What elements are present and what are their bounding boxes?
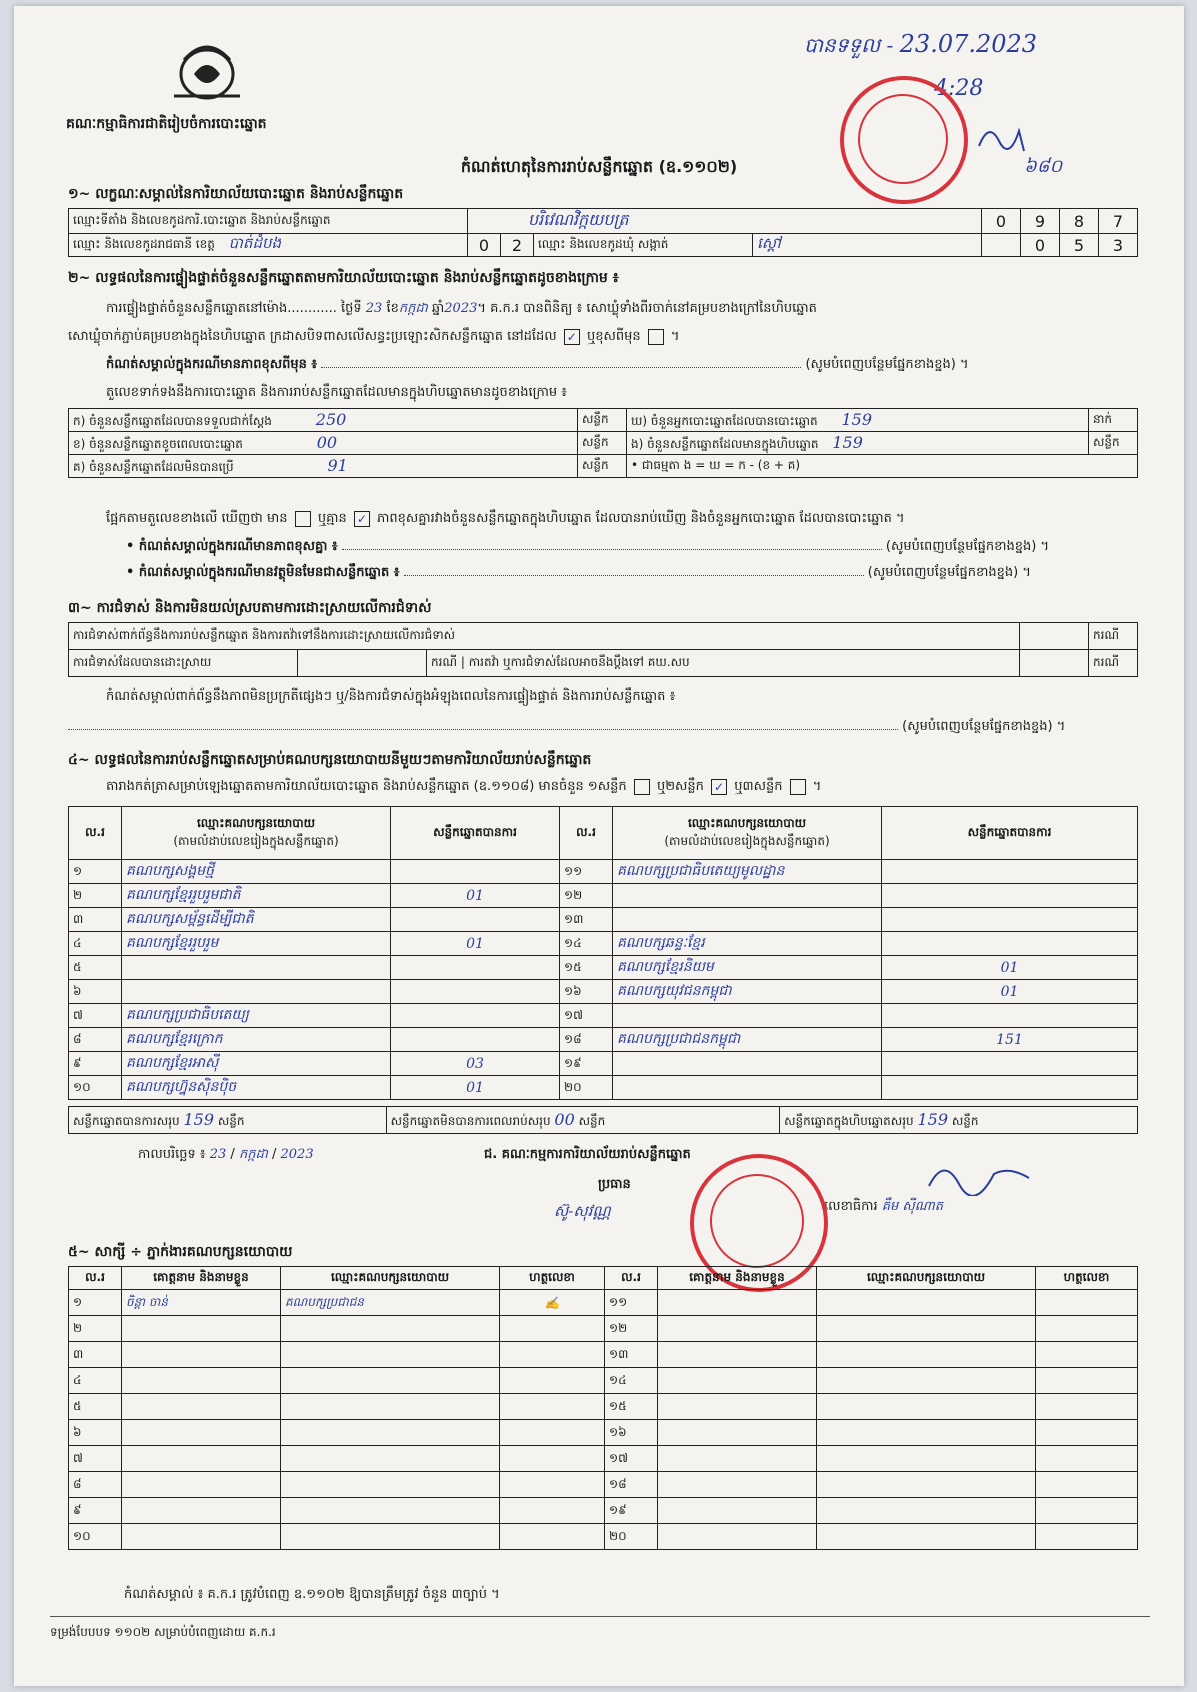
s5-left-no: ៤ [69, 1368, 122, 1394]
s1-row1-label: ឈ្មោះទីតាំង និងលេខកូដការិ.បោះឆ្នោត និងរាប់សន្លឹកឆ្នោត [69, 209, 468, 234]
s4-left-no: ៤ [69, 932, 122, 956]
s5-right-name [658, 1446, 817, 1472]
s5-col-party-left: ឈ្មោះគណបក្សនយោបាយ [281, 1267, 500, 1290]
s5-witness-table [68, 1266, 1138, 1550]
s5-right-no: ១៦ [605, 1420, 658, 1446]
s5-left-sign [500, 1420, 605, 1446]
s4-left-no: ៥ [69, 956, 122, 980]
section4-heading: ៤~ លទ្ធផលនៃការរាប់សន្លឹកឆ្នោតសម្រាប់គណបក្សនយោបាយនីមួយៗតាមការិយាល័យរាប់សន្លឹកឆ្នោត [68, 752, 592, 768]
footer-rule [50, 1616, 1150, 1617]
s5-right-no: ១៨ [605, 1472, 658, 1498]
emblem-logo [164, 34, 250, 104]
s4-left-no: ៣ [69, 908, 122, 932]
s5-left-party [281, 1420, 500, 1446]
s5-left-sign [500, 1446, 605, 1472]
s5-right-sign [1036, 1498, 1138, 1524]
s3-r1-label: ការជំទាស់ពាក់ព័ន្ធនឹងការរាប់សន្លឹកឆ្នោត និងការតវ៉ាទៅនឹងការដោះស្រាយលើការជំទាស់ [69, 623, 1020, 650]
s5-left-no: ៩ [69, 1498, 122, 1524]
s5-left-no: ៣ [69, 1342, 122, 1368]
s4-result-row [69, 860, 1138, 884]
s5-left-name [122, 1342, 281, 1368]
s4-right-votes: 151 [882, 1028, 1138, 1052]
s4-left-party: គណបក្សសម្ព័ន្ធដើម្បីជាតិ [122, 908, 391, 932]
s4-right-party [613, 908, 882, 932]
s4-col-no-left: ល.រ [69, 807, 122, 860]
s2-d-label: ឃ) ចំនួនអ្នកបោះឆ្នោតដែលបានបោះឆ្នោត 159 [627, 409, 1089, 432]
s4-left-votes [391, 980, 560, 1004]
s4-right-no: ១៧ [560, 1004, 613, 1028]
s4-right-no: ២០ [560, 1076, 613, 1100]
s1-commune: ស្ដៅ [753, 234, 982, 257]
s1-commune-code-3: 3 [1099, 234, 1138, 257]
s2-note: កំណត់សម្គាល់ក្នុងករណីមានភាពខុសពីមុន ៖ (សូមបំពេញបន្ថែមផ្នែកខាងខ្នង) ។ [106, 357, 969, 372]
s4-left-votes [391, 860, 560, 884]
s4-left-votes [391, 1004, 560, 1028]
s4-right-no: ១៦ [560, 980, 613, 1004]
s5-left-no: ៨ [69, 1472, 122, 1498]
s4-left-votes: 03 [391, 1052, 560, 1076]
s1-commune-label: ឈ្មោះ និងលេខកូដឃុំ សង្កាត់ [534, 234, 753, 257]
s5-left-sign [500, 1316, 605, 1342]
s2-c-unit: សន្លឹក [578, 455, 627, 478]
s4-left-votes: 01 [391, 932, 560, 956]
s5-right-no: ១២ [605, 1316, 658, 1342]
s1-commune-code-2: 5 [1060, 234, 1099, 257]
s4-col-party-right: ឈ្មោះគណបក្សនយោបាយ (តាមលំដាប់លេខរៀងក្នុងសន្លឹកឆ្នោត) [613, 807, 882, 860]
s5-right-party [817, 1498, 1036, 1524]
s4-result-row [69, 908, 1138, 932]
s5-left-party: គណបក្សប្រជាជន [281, 1290, 500, 1316]
s5-right-party [817, 1420, 1036, 1446]
s5-left-party [281, 1446, 500, 1472]
s5-witness-row [69, 1342, 1138, 1368]
s5-left-name [122, 1368, 281, 1394]
s1-code-2: 9 [1021, 209, 1060, 234]
s5-left-party [281, 1524, 500, 1550]
s1-row2-label: ឈ្មោះ និងលេខកូដរាជធានី ខេត្ត បាត់ដំបង [69, 234, 468, 257]
s3-note: កំណត់សម្គាល់ពាក់ព័ន្ធនឹងភាពមិនប្រក្រតីផ្សេងៗ ឬ/និងការជំទាស់ក្នុងអំឡុងពេលនៃការផ្ទៀងផ្ទាត់ និងការរាប់សន្លឹកឆ្នោត ៖ [106, 689, 676, 704]
s5-right-sign [1036, 1290, 1138, 1316]
s1-prov-code-1: 0 [468, 234, 501, 257]
s2-bullet1: • កំណត់សម្គាល់ក្នុងករណីមានភាពខុសគ្នា ៖ (សូមបំពេញបន្ថែមផ្នែកខាងខ្នង) ។ [126, 539, 1050, 554]
s4-left-party [122, 980, 391, 1004]
s4-col-no-right: ល.រ [560, 807, 613, 860]
section2-heading: ២~ លទ្ធផលនៃការផ្ទៀងផ្ទាត់ចំនួនសន្លឹកឆ្នោតតាមការិយាល័យបោះឆ្នោត និងរាប់សន្លឹកឆ្នោតដូចខាងក្រោម ៖ [68, 270, 619, 286]
s2-a-unit: សន្លឹក [578, 409, 627, 432]
s4-right-votes [882, 860, 1138, 884]
s5-witness-row [69, 1368, 1138, 1394]
s4-two-sheet-checkbox[interactable]: ✓ [711, 779, 727, 795]
s5-witness-row [69, 1420, 1138, 1446]
s5-right-name [658, 1394, 817, 1420]
s5-right-party [817, 1368, 1036, 1394]
s3-note-line: (សូមបំពេញបន្ថែមផ្នែកខាងខ្នង) ។ [68, 718, 1138, 737]
s5-right-name [658, 1290, 817, 1316]
s5-left-no: ១ [69, 1290, 122, 1316]
s4-right-party [613, 1004, 882, 1028]
s4-right-votes [882, 1004, 1138, 1028]
s3-r2b-unit: ករណី [1089, 650, 1138, 677]
s5-right-sign [1036, 1472, 1138, 1498]
s5-right-no: ២០ [605, 1524, 658, 1550]
s5-witness-row [69, 1524, 1138, 1550]
s2-has-diff-checkbox[interactable] [295, 511, 311, 527]
s5-left-name: ចិន្ដា ចាន់ [122, 1290, 281, 1316]
s4-right-party: គណបក្សយុវជនកម្ពុជា [613, 980, 882, 1004]
s4-result-row [69, 932, 1138, 956]
s4-left-no: ៩ [69, 1052, 122, 1076]
section3-heading: ៣~ ការជំទាស់ និងការមិនយល់ស្របតាមការដោះស្រាយលើការជំទាស់ [68, 600, 432, 616]
s4-right-votes: 01 [882, 956, 1138, 980]
s1-row1-value: បរិវេណវិក្កយបត្រ [468, 209, 982, 234]
official-stamp-top [840, 76, 968, 204]
s3-table [68, 622, 1138, 677]
s2-b-value: 00 [316, 432, 338, 452]
s3-r1-value [1020, 623, 1089, 650]
s4-right-votes [882, 908, 1138, 932]
s2-e-value: 159 [832, 432, 863, 452]
s3-r2a-value [298, 650, 427, 677]
s4-right-no: ១១ [560, 860, 613, 884]
s1-code-4: 7 [1099, 209, 1138, 234]
s2-e-label: ង) ចំនួនសន្លឹកឆ្នោតដែលមានក្នុងហិបឆ្នោត 159 [627, 432, 1089, 455]
s5-witness-row [69, 1446, 1138, 1472]
s1-code-1: 0 [982, 209, 1021, 234]
s5-witness-row [69, 1316, 1138, 1342]
section5-heading: ៥~ សាក្សី ÷ ភ្នាក់ងារគណបក្សនយោបាយ [68, 1244, 293, 1260]
s5-left-party [281, 1472, 500, 1498]
s4-totals [68, 1106, 1138, 1134]
document-page [14, 6, 1184, 1686]
s4-right-party [613, 1076, 882, 1100]
s5-left-sign [500, 1394, 605, 1420]
s5-right-sign [1036, 1342, 1138, 1368]
s4-left-party: គណបក្សខ្មែរក្រោក [122, 1028, 391, 1052]
s4-right-votes [882, 884, 1138, 908]
s4-results-table [68, 806, 1138, 1100]
s4-three-sheet-checkbox[interactable] [790, 779, 806, 795]
s4-chair-signature: ស៊ូ-សុវណ្ណ [554, 1202, 611, 1220]
s5-right-party [817, 1316, 1036, 1342]
s5-right-party [817, 1524, 1036, 1550]
s5-left-party [281, 1498, 500, 1524]
s4-right-no: ១៩ [560, 1052, 613, 1076]
s4-col-votes-left: សន្លឹកឆ្នោតបានការ [391, 807, 560, 860]
s2-e-unit: សន្លឹក [1089, 432, 1138, 455]
s2-paragraph2: សោឃ្លុំចាក់ភ្ជាប់គម្របខាងក្នុងនៃហិបឆ្នោត ក្រដាសបិទពាសលើសន្ធះប្រឡោះសិកសន្លឹកឆ្នោត នៅដដែល ✓ ឬខុសពីមុន ។ [68, 329, 680, 344]
s4-left-party: គណបក្សប្រជាធិបតេយ្យ [122, 1004, 391, 1028]
s4-chair-label: ប្រធាន [598, 1177, 631, 1192]
s5-left-no: ២ [69, 1316, 122, 1342]
s4-date: កាលបរិច្ឆេទ ៖ 23 / កក្កដា / 2023 [138, 1147, 314, 1162]
s5-col-party-right: ឈ្មោះគណបក្សនយោបាយ [817, 1267, 1036, 1290]
s5-right-party [817, 1446, 1036, 1472]
s2-paragraph1: ការផ្ទៀងផ្ទាត់ចំនួនសន្លឹកឆ្នោតនៅម៉ោង............ ថ្ងៃទី 23 ខែកក្កដា ឆ្នាំ2023។ គ.ក.រ បានពិនិត្យ ៖ សោឃ្លុំទាំងពីរចាក់នៅគម្របខាងក្រៅនៃហិបឆ្នោត [106, 301, 817, 316]
s1-province: បាត់ដំបង [228, 234, 282, 252]
s4-right-party [613, 1052, 882, 1076]
s4-left-no: ៦ [69, 980, 122, 1004]
signature-top [974, 116, 1034, 156]
s2-c-label: គ) ចំនួនសន្លឹកឆ្នោតដែលមិនបានប្រើ 91 [69, 455, 578, 478]
s2-formula: • ជាធម្មតា ង = ឃ = ក - (ខ + គ) [627, 455, 1138, 478]
s4-right-votes [882, 932, 1138, 956]
s4-result-row [69, 1076, 1138, 1100]
s5-right-no: ១៥ [605, 1394, 658, 1420]
s4-left-party: គណបក្សហ្វ៊ុនស៊ិនប៉ិច [122, 1076, 391, 1100]
s5-right-sign [1036, 1394, 1138, 1420]
section1-table [68, 208, 1138, 257]
s5-left-sign: ✍ [500, 1290, 605, 1316]
s1-code-3: 8 [1060, 209, 1099, 234]
s4-right-party: គណបក្សខ្មែរនិយម [613, 956, 882, 980]
s5-left-no: ៧ [69, 1446, 122, 1472]
s5-witness-row [69, 1394, 1138, 1420]
s2-year: 2023 [444, 301, 478, 316]
s4-right-no: ១៤ [560, 932, 613, 956]
s5-right-sign [1036, 1368, 1138, 1394]
s5-witness-row [69, 1290, 1138, 1316]
s5-right-name [658, 1420, 817, 1446]
s5-right-no: ១៣ [605, 1342, 658, 1368]
s5-left-name [122, 1472, 281, 1498]
s2-figures-table [68, 408, 1138, 478]
s1-commune-code-1: 0 [1021, 234, 1060, 257]
s5-right-party [817, 1472, 1036, 1498]
s5-left-name [122, 1524, 281, 1550]
s4-committee: ជ. គណៈកម្មការការិយាល័យរាប់សន្លឹកឆ្នោត [484, 1147, 691, 1162]
s5-left-party [281, 1394, 500, 1420]
s5-left-party [281, 1368, 500, 1394]
s4-result-row [69, 980, 1138, 1004]
s5-right-party [817, 1394, 1036, 1420]
s4-col-party-left: ឈ្មោះគណបក្សនយោបាយ (តាមលំដាប់លេខរៀងក្នុងសន្លឹកឆ្នោត) [122, 807, 391, 860]
footer-text: ទម្រង់បែបបទ ១១០២ សម្រាប់បំពេញដោយ គ.ក.រ [50, 1625, 276, 1639]
s5-right-sign [1036, 1446, 1138, 1472]
s5-right-no: ១១ [605, 1290, 658, 1316]
s5-right-party [817, 1342, 1036, 1368]
org-name: គណៈកម្មាធិការជាតិរៀបចំការបោះឆ្នោត [66, 116, 267, 132]
s4-right-votes [882, 1052, 1138, 1076]
s4-left-no: ៨ [69, 1028, 122, 1052]
s5-left-party [281, 1316, 500, 1342]
s5-right-party [817, 1290, 1036, 1316]
s4-right-no: ១៣ [560, 908, 613, 932]
s4-left-votes: 01 [391, 1076, 560, 1100]
s4-total-valid: សន្លឹកឆ្នោតបានការសរុប 159 សន្លឹក [69, 1107, 387, 1134]
s4-result-row [69, 1004, 1138, 1028]
received-label: បានទទួល - 23.07.2023 [804, 30, 1038, 58]
s5-left-name [122, 1394, 281, 1420]
s5-right-sign [1036, 1316, 1138, 1342]
page-title: កំណត់ហេតុនៃការរាប់សន្លឹកឆ្នោត (ឧ.១១០២) [460, 157, 738, 176]
s5-note: កំណត់សម្គាល់ ៖ គ.ក.រ ត្រូវបំពេញ ឧ.១១០២ ឱ្យបានត្រឹមត្រូវ ចំនួន ៣ច្បាប់ ។ [124, 1587, 500, 1602]
s5-left-party [281, 1342, 500, 1368]
s4-left-party: គណបក្សខ្មែររួបរួមជាតិ [122, 884, 391, 908]
s4-right-no: ១៥ [560, 956, 613, 980]
s2-d-unit: នាក់ [1089, 409, 1138, 432]
s5-left-name [122, 1420, 281, 1446]
s4-left-party: គណបក្សខ្មែរអាស៊ី [122, 1052, 391, 1076]
note-number: ៦៨០ [1024, 156, 1063, 177]
s4-result-row [69, 956, 1138, 980]
s5-left-name [122, 1446, 281, 1472]
s4-left-votes [391, 956, 560, 980]
s5-right-no: ១៩ [605, 1498, 658, 1524]
s2-month: កក្កដា [398, 301, 428, 316]
s5-witness-row [69, 1498, 1138, 1524]
s3-r1-unit: ករណី [1089, 623, 1138, 650]
s4-one-sheet-checkbox[interactable] [634, 779, 650, 795]
s5-left-name [122, 1498, 281, 1524]
s5-col-no-left: ល.រ [69, 1267, 122, 1290]
s2-diff-checkbox[interactable] [648, 329, 664, 345]
s2-b-label: ខ) ចំនួនសន្លឹកឆ្នោតខូចពេលបោះឆ្នោត 00 [69, 432, 578, 455]
s5-right-name [658, 1472, 817, 1498]
received-date: 23.07.2023 [899, 30, 1038, 58]
s5-right-name [658, 1524, 817, 1550]
s5-col-no-right: ល.រ [605, 1267, 658, 1290]
s5-left-sign [500, 1498, 605, 1524]
s5-left-sign [500, 1472, 605, 1498]
s3-r2b-value [1020, 650, 1089, 677]
s1-commune-code-blank [982, 234, 1021, 257]
s5-right-no: ១៤ [605, 1368, 658, 1394]
s5-right-name [658, 1342, 817, 1368]
s2-no-diff-checkbox[interactable]: ✓ [354, 511, 370, 527]
s5-right-name [658, 1368, 817, 1394]
s5-left-sign [500, 1368, 605, 1394]
s4-left-party: គណបក្សខ្មែររួបរួម [122, 932, 391, 956]
s4-intro: តារាងកត់ត្រាសម្រាប់ឡេងឆ្នោតតាមការិយាល័យបោះឆ្នោត និងរាប់សន្លឹកឆ្នោត (ឧ.១១០៨) មានចំនួន ១សន្លឹក ឬ២សន្លឹក ✓ ឬ៣សន្លឹក ។ [106, 779, 822, 794]
s5-col-name-right: គោត្តនាម និងនាមខ្លួន [658, 1267, 817, 1290]
s2-d-value: 159 [841, 409, 872, 429]
s4-left-votes: 01 [391, 884, 560, 908]
s2-day: 23 [365, 301, 383, 316]
s4-left-no: ៧ [69, 1004, 122, 1028]
secretary-signature-scribble [924, 1156, 1034, 1196]
s4-right-no: ១២ [560, 884, 613, 908]
s5-col-name-left: គោត្តនាម និងនាមខ្លួន [122, 1267, 281, 1290]
s4-left-party [122, 956, 391, 980]
s2-compare: ផ្អែកតាមតួលេខខាងលើ ឃើញថា មាន ឬគ្មាន ✓ ភាពខុសគ្នារវាងចំនួនសន្លឹកឆ្នោតក្នុងហិបឆ្នោត ដែលបានរាប់ឃើញ និងចំនួនអ្នកបោះឆ្នោត ដែលបានបោះឆ្នោត ។ [106, 511, 905, 526]
s5-col-sign-left: ហត្ថលេខា [500, 1267, 605, 1290]
s5-right-sign [1036, 1420, 1138, 1446]
s5-left-no: ៦ [69, 1420, 122, 1446]
s5-left-name [122, 1316, 281, 1342]
s4-left-no: ១០ [69, 1076, 122, 1100]
s5-col-sign-right: ហត្ថលេខា [1036, 1267, 1138, 1290]
s5-right-name [658, 1316, 817, 1342]
s1-prov-code-2: 2 [501, 234, 534, 257]
s2-a-label: ក) ចំនួនសន្លឹកឆ្នោតដែលបានទទួលជាក់ស្ដែង 250 [69, 409, 578, 432]
s4-right-party: គណបក្សឆន្ទៈខ្មែរ [613, 932, 882, 956]
s4-right-votes [882, 1076, 1138, 1100]
s4-right-party: គណបក្សប្រជាជនកម្ពុជា [613, 1028, 882, 1052]
s4-secretary: លេខាធិការ គឹម ស៊ីណាត [824, 1199, 944, 1214]
s4-right-party [613, 884, 882, 908]
s5-right-sign [1036, 1524, 1138, 1550]
s4-left-no: ១ [69, 860, 122, 884]
section1-heading: ១~ លក្ខណៈសម្គាល់នៃការិយាល័យបោះឆ្នោត និងរាប់សន្លឹកឆ្នោត [68, 186, 404, 202]
s5-left-sign [500, 1342, 605, 1368]
s4-right-no: ១៨ [560, 1028, 613, 1052]
s3-r2a-label: ការជំទាស់ដែលបានដោះស្រាយ [69, 650, 298, 677]
s2-c-value: 91 [327, 455, 348, 475]
s4-right-party: គណបក្សប្រជាធិបតេយ្យមូលដ្ឋាន [613, 860, 882, 884]
s5-left-no: ១០ [69, 1524, 122, 1550]
s2-intro: តួលេខទាក់ទងនឹងការបោះឆ្នោត និងការរាប់សន្លឹកឆ្នោតដែលមានក្នុងហិបឆ្នោតមានដូចខាងក្រោម ៖ [106, 385, 567, 400]
s5-left-sign [500, 1524, 605, 1550]
s4-result-row [69, 1028, 1138, 1052]
s2-same-checkbox[interactable]: ✓ [564, 329, 580, 345]
received-time: 4:28 [934, 76, 984, 101]
s2-b-unit: សន្លឹក [578, 432, 627, 455]
s4-left-votes [391, 1028, 560, 1052]
s4-left-no: ២ [69, 884, 122, 908]
s4-result-row [69, 1052, 1138, 1076]
s5-right-name [658, 1498, 817, 1524]
s2-a-value: 250 [315, 409, 347, 429]
s4-result-row [69, 884, 1138, 908]
s4-left-votes [391, 908, 560, 932]
s4-total-invalid: សន្លឹកឆ្នោតមិនបានការពេលរាប់សរុប 00 សន្លឹក [386, 1107, 780, 1134]
s5-right-no: ១៧ [605, 1446, 658, 1472]
s4-col-votes-right: សន្លឹកឆ្នោតបានការ [882, 807, 1138, 860]
s4-left-party: គណបក្សសង្គមថ្មី [122, 860, 391, 884]
s5-witness-row [69, 1472, 1138, 1498]
s4-right-votes: 01 [882, 980, 1138, 1004]
s3-r2a-unit-and-b: ករណី | ការតវ៉ា ឬការជំទាស់ដែលអាចនឹងប្ដឹងទៅ គឃ.សប [427, 650, 1020, 677]
s2-bullet2: • កំណត់សម្គាល់ក្នុងករណីមានវត្ថុមិនមែនជាសន្លឹកឆ្នោត ៖ (សូមបំពេញបន្ថែមផ្នែកខាងខ្នង) ។ [126, 565, 1031, 580]
s4-total-box: សន្លឹកឆ្នោតក្នុងហិបឆ្នោតសរុប 159 សន្លឹក [780, 1107, 1138, 1134]
s5-left-no: ៥ [69, 1394, 122, 1420]
